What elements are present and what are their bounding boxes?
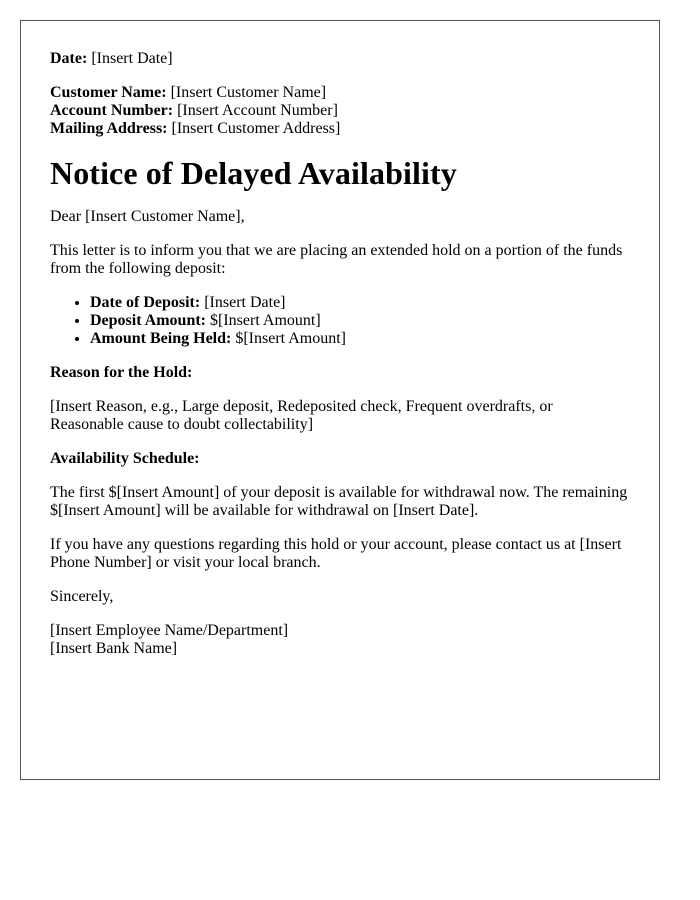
- date-value: [Insert Date]: [91, 50, 173, 67]
- intro-paragraph: This letter is to inform you that we are placing an extended hold on a portion of the funds from the following deposit:: [50, 242, 623, 277]
- customer-name-value: [Insert Customer Name]: [170, 84, 327, 101]
- list-item: [90, 312, 629, 330]
- list-item: [90, 330, 629, 348]
- salutation: Dear [Insert Customer Name],: [50, 208, 245, 225]
- deposit-amount-label: Deposit Amount:: [90, 312, 207, 329]
- reason-heading: Reason for the Hold:: [50, 364, 193, 381]
- signature-employee: [Insert Employee Name/Department]: [50, 622, 289, 639]
- date-line: [50, 50, 629, 68]
- letter-document: [20, 20, 660, 780]
- signature-bank: [Insert Bank Name]: [50, 640, 178, 657]
- held-amount-label: Amount Being Held:: [90, 330, 232, 347]
- held-amount-value: $[Insert Amount]: [235, 330, 346, 347]
- customer-name-label: Customer Name:: [50, 84, 167, 101]
- account-number-value: [Insert Account Number]: [177, 102, 338, 119]
- account-number-label: Account Number:: [50, 102, 174, 119]
- contact-paragraph: If you have any questions regarding this hold or your account, please contact us at [Insert Phone Number] or visit your local branch.: [50, 536, 622, 571]
- deposit-date-value: [Insert Date]: [204, 294, 286, 311]
- mailing-address-line: [50, 120, 629, 138]
- account-number-line: [50, 102, 629, 120]
- mailing-address-label: Mailing Address:: [50, 120, 168, 137]
- deposit-date-label: Date of Deposit:: [90, 294, 201, 311]
- deposit-amount-value: $[Insert Amount]: [210, 312, 321, 329]
- customer-name-line: [50, 84, 629, 102]
- reason-text: [Insert Reason, e.g., Large deposit, Redeposited check, Frequent overdrafts, or Reasonable cause to doubt collectability]: [50, 398, 553, 433]
- mailing-address-value: [Insert Customer Address]: [171, 120, 341, 137]
- date-label: Date:: [50, 50, 88, 67]
- letter-title: Notice of Delayed Availability: [50, 155, 457, 191]
- deposit-details-list: [50, 294, 629, 348]
- closing: Sincerely,: [50, 588, 114, 605]
- schedule-text: The first $[Insert Amount] of your deposit is available for withdrawal now. The remaining $[Insert Amount] will be available for withdrawal on [Insert Date].: [50, 484, 628, 519]
- schedule-heading: Availability Schedule:: [50, 450, 200, 467]
- list-item: [90, 294, 629, 312]
